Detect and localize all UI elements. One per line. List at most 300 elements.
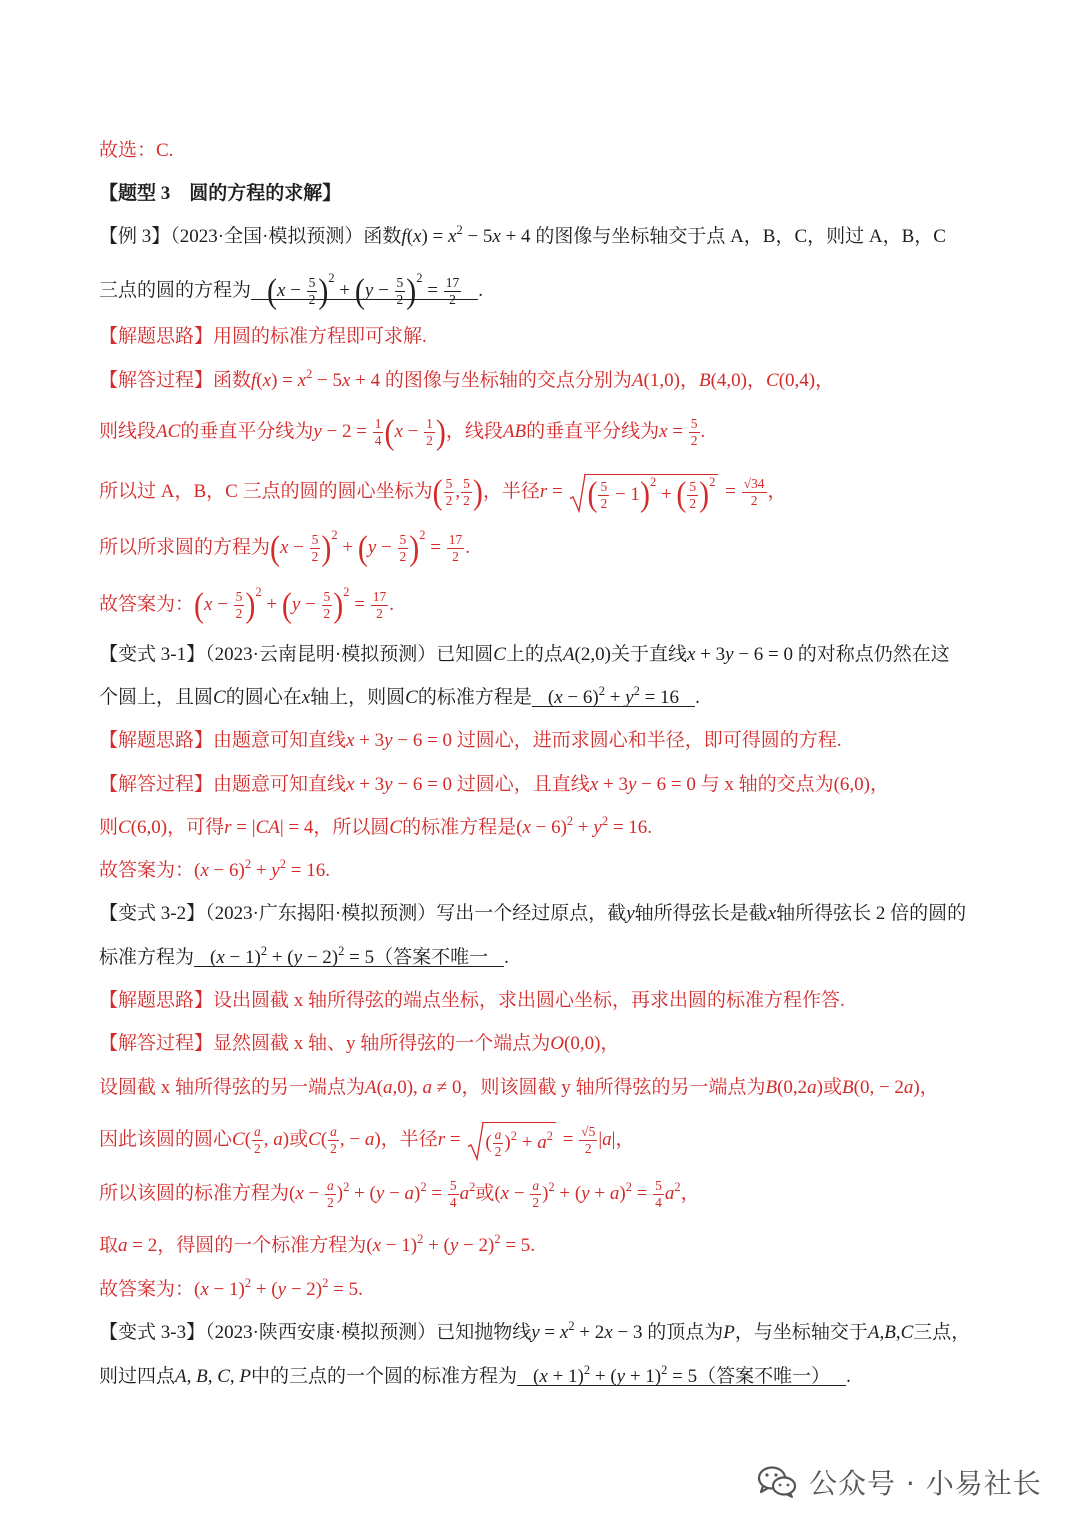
text-run: 或 xyxy=(289,1129,309,1150)
text-run: . xyxy=(478,280,484,301)
answer-blank xyxy=(532,684,695,708)
fraction-denominator: 4 xyxy=(655,1195,662,1211)
text-run: 则过四点 xyxy=(99,1366,176,1387)
math-run: B(0,2a) xyxy=(765,1077,823,1098)
superscript: 2 xyxy=(306,367,313,381)
math-run: , xyxy=(455,481,461,502)
superscript: 2 xyxy=(417,1232,424,1246)
fraction-denominator: 2 xyxy=(452,549,459,565)
text-run: 【变式 3-3】（2023·陕西安康·模拟预测）已知抛物线 xyxy=(99,1322,532,1343)
text-run: ，可得 xyxy=(167,817,225,838)
math-run: a = 2 xyxy=(118,1235,158,1256)
math-run: , − a) xyxy=(339,1129,381,1150)
big-paren: ( xyxy=(676,475,687,514)
superscript: 2 xyxy=(625,1180,632,1194)
fraction xyxy=(234,590,245,621)
math-run: B(0, − 2a) xyxy=(842,1077,920,1098)
math-run: + (y + a) xyxy=(554,1183,626,1204)
fraction-denominator: 2 xyxy=(494,1143,502,1159)
math-run: − 5x + 4 xyxy=(462,226,531,247)
fraction-denominator: 2 xyxy=(750,493,758,509)
fraction-denominator: 2 xyxy=(327,1195,334,1211)
big-paren: ( xyxy=(357,529,368,568)
math-run: y xyxy=(626,903,635,924)
math-run: a xyxy=(664,1183,675,1204)
example-3-solution-line-3 xyxy=(99,467,787,517)
superscript: 2 xyxy=(601,814,609,828)
superscript: 2 xyxy=(548,1180,555,1194)
fraction xyxy=(530,1179,541,1210)
fraction-numerator: 5 xyxy=(323,589,331,605)
fraction-numerator: 5 xyxy=(463,476,470,492)
text-run: ，与坐标轴交于 xyxy=(734,1322,868,1343)
math-run: x − xyxy=(394,421,424,442)
math-run: + y xyxy=(251,860,280,881)
text-run: 故答案为： xyxy=(99,860,195,881)
text-run: 的垂直平分线为 xyxy=(526,421,660,442)
math-run: = xyxy=(426,1183,447,1204)
text-run: 三点， xyxy=(913,1322,971,1343)
fraction-denominator: 2 xyxy=(584,1141,592,1157)
big-paren: ) xyxy=(318,272,329,311)
text-run: 关于直线 xyxy=(610,644,687,665)
math-run: + xyxy=(656,483,677,505)
superscript: 2 xyxy=(546,1128,553,1143)
math-run: C xyxy=(493,644,506,665)
math-run: A(2,0) xyxy=(562,644,611,665)
text-run: 轴所得弦长是截 xyxy=(634,903,768,924)
math-run: x xyxy=(767,903,777,924)
big-paren: ) xyxy=(699,475,710,514)
fraction-numerator: 5 xyxy=(399,532,407,548)
big-paren: ) xyxy=(639,475,650,514)
fraction-numerator: 17 xyxy=(445,275,460,291)
text-run: 所以该圆的标准方程为 xyxy=(99,1183,290,1204)
text-run: ， xyxy=(680,1183,700,1204)
math-run: r = xyxy=(539,481,568,502)
example-3-question-line-1 xyxy=(99,212,946,262)
fraction xyxy=(398,533,409,564)
math-run: (x − 6) xyxy=(516,817,567,838)
fraction-numerator: √34 xyxy=(743,476,765,492)
big-paren: ( xyxy=(384,413,395,452)
text-run: . xyxy=(358,1279,363,1300)
math-run: = xyxy=(422,280,443,301)
text-run: （答案不唯一） xyxy=(697,1366,831,1387)
fraction xyxy=(328,1125,339,1156)
fraction-numerator: 1 xyxy=(374,416,382,432)
math-run: = 16 xyxy=(639,687,680,708)
big-paren: ) xyxy=(409,529,420,568)
math-run: ( xyxy=(485,1131,492,1153)
superscript: 2 xyxy=(709,474,716,489)
fraction-denominator: 2 xyxy=(449,292,456,308)
math-run: x − xyxy=(277,280,306,301)
math-run: C xyxy=(213,687,226,708)
text-run: 则线段 xyxy=(99,421,157,442)
square-root xyxy=(467,1122,556,1160)
superscript: 2 xyxy=(456,223,463,237)
math-run: − 5x + 4 xyxy=(312,370,381,391)
fraction-denominator: 2 xyxy=(532,1195,540,1211)
text-run: . xyxy=(389,594,395,615)
example-3-question-line-2 xyxy=(99,266,483,316)
fraction xyxy=(371,590,389,621)
variant-3-2-solution-line-3 xyxy=(99,1115,634,1165)
text-run: ，半径 xyxy=(380,1129,438,1150)
fraction xyxy=(742,477,767,508)
text-run: 【解题思路】设出圆截 x 轴所得弦的端点坐标，求出圆心坐标，再求出圆的标准方程作答. xyxy=(99,990,845,1011)
text-run: ，半径 xyxy=(482,481,540,502)
text-run: 的垂直平分线为 xyxy=(180,421,314,442)
text-run: 的图像与坐标轴交于点 A，B，C，则过 A，B，C xyxy=(530,226,946,247)
fraction-denominator: 2 xyxy=(600,495,608,511)
math-run: f(x) = x xyxy=(251,370,307,391)
variant-3-1-solution-idea xyxy=(99,716,842,766)
superscript: 2 xyxy=(598,684,605,698)
fraction-denominator: 2 xyxy=(690,433,698,449)
superscript: 2 xyxy=(469,1180,476,1194)
superscript: 2 xyxy=(331,528,338,542)
text-run: （答案不唯一 xyxy=(374,947,489,968)
fraction-denominator: 2 xyxy=(376,606,383,622)
math-run: r = |CA| = 4 xyxy=(224,817,314,838)
superscript: 2 xyxy=(661,1363,668,1377)
fraction-numerator: 17 xyxy=(372,589,387,605)
superscript: 2 xyxy=(633,684,640,698)
big-paren: ) xyxy=(406,272,417,311)
fraction-numerator: a xyxy=(330,1124,337,1140)
text-run: 【例 3】（2023·全国·模拟预测）函数 xyxy=(99,226,402,247)
math-run: + (y − 2) xyxy=(423,1235,495,1256)
math-run: y − xyxy=(291,594,321,615)
text-run: 的图像与坐标轴的交点分别为 xyxy=(380,370,632,391)
math-run: O(0,0) xyxy=(550,1033,601,1054)
fraction-numerator: 5 xyxy=(396,275,404,291)
math-run: A,B,C xyxy=(867,1322,914,1343)
radicand xyxy=(482,1122,556,1160)
text-run: . xyxy=(846,1366,851,1387)
math-run: + (y + 1) xyxy=(590,1366,662,1387)
big-paren: ) xyxy=(321,529,332,568)
text-run: 【解题思路】用圆的标准方程即可求解. xyxy=(99,326,427,347)
math-run: x = xyxy=(659,421,688,442)
example-3-solution-line-1 xyxy=(99,356,834,406)
watermark-text: 公众号 · 小易社长 xyxy=(809,1467,1042,1500)
text-run: ，线段 xyxy=(445,421,503,442)
text-run: 所以过 A，B，C 三点的圆的圆心坐标为 xyxy=(99,481,433,502)
example-3-solution-idea xyxy=(99,312,427,362)
text-run: 设圆截 x 轴所得弦的另一端点为 xyxy=(99,1077,366,1098)
text-run: 中的三点的一个圆的标准方程为 xyxy=(251,1366,518,1387)
math-run: |a| xyxy=(598,1129,616,1150)
math-run: a xyxy=(459,1183,470,1204)
fraction xyxy=(653,1179,664,1210)
superscript: 2 xyxy=(343,585,350,599)
text-run: ， xyxy=(870,774,890,795)
math-run: = xyxy=(720,481,741,502)
big-paren: ) xyxy=(245,586,256,625)
text-run: . xyxy=(695,687,700,708)
math-run: = 16 xyxy=(285,860,326,881)
text-run: 的圆心在 xyxy=(225,687,302,708)
wechat-icon xyxy=(757,1465,797,1499)
math-run: + y xyxy=(573,817,602,838)
math-run: + xyxy=(337,537,358,558)
answer-blank xyxy=(517,1363,846,1387)
fraction-denominator: 2 xyxy=(311,549,319,565)
math-run: A(1,0) xyxy=(631,370,680,391)
fraction-denominator: 2 xyxy=(689,495,697,511)
math-run: = 5 xyxy=(667,1366,698,1387)
text-run: 过圆心，且直线 xyxy=(452,774,590,795)
fraction-numerator: 5 xyxy=(445,476,453,492)
variant-3-2-solution-line-5 xyxy=(99,1221,535,1271)
fraction-denominator: 2 xyxy=(396,292,404,308)
fraction-denominator: 2 xyxy=(308,292,316,308)
superscript: 2 xyxy=(510,1128,517,1143)
math-run: = xyxy=(631,1183,653,1204)
fraction-numerator: 5 xyxy=(449,1178,457,1194)
math-run: = 5 xyxy=(344,947,375,968)
math-run: y − 2 = xyxy=(313,421,372,442)
superscript: 2 xyxy=(583,1363,591,1377)
text-run: 与 x 轴的交点为 xyxy=(695,774,834,795)
radical-sign-icon xyxy=(467,1122,483,1160)
superscript: 2 xyxy=(244,857,252,871)
big-paren: ( xyxy=(267,272,278,311)
text-run: . xyxy=(504,947,509,968)
math-run: = 5 xyxy=(500,1235,531,1256)
fraction-denominator: 2 xyxy=(463,493,470,509)
example-3-solution-line-4 xyxy=(99,523,470,573)
superscript: 2 xyxy=(649,474,657,489)
superscript: 2 xyxy=(260,944,268,958)
variant-3-2-solution-line-4 xyxy=(99,1169,700,1219)
fraction xyxy=(373,417,384,448)
math-run: x − xyxy=(280,537,309,558)
text-run: ， xyxy=(679,370,699,391)
math-run: + 2x − 3 xyxy=(574,1322,643,1343)
text-run: ，则该圆截 y 轴所得弦的另一端点为 xyxy=(461,1077,766,1098)
fraction xyxy=(448,1179,459,1210)
math-run: + xyxy=(334,280,355,301)
text-run: ，得圆的一个标准方程为 xyxy=(157,1235,367,1256)
text-run: ， xyxy=(615,1129,635,1150)
radical-sign-icon xyxy=(569,474,585,512)
superscript: 2 xyxy=(419,528,426,542)
math-run: C( xyxy=(232,1129,252,1150)
big-paren: ( xyxy=(281,586,292,625)
math-run: ) xyxy=(336,1183,344,1204)
text-run: 【变式 3-1】（2023·云南昆明·模拟预测）已知圆 xyxy=(99,644,494,665)
text-run: 的对称点仍然在这 xyxy=(793,644,950,665)
answer-blank xyxy=(194,944,504,968)
variant-3-3-question-line-2 xyxy=(99,1352,851,1402)
superscript: 2 xyxy=(244,1276,252,1290)
fraction xyxy=(447,533,465,564)
math-run: x + 3y − 6 = 0 xyxy=(686,644,793,665)
variant-3-2-solution-line-2 xyxy=(99,1063,939,1113)
fraction xyxy=(307,276,318,307)
math-run: + (y − 2) xyxy=(251,1279,323,1300)
text-run: 或 xyxy=(823,1077,843,1098)
math-run: = 16 xyxy=(608,817,648,838)
text-run: . xyxy=(465,537,471,558)
math-run: y − xyxy=(364,280,394,301)
text-run: ， xyxy=(746,370,766,391)
text-run: ，所以圆 xyxy=(313,817,390,838)
fraction-numerator: 17 xyxy=(448,532,463,548)
superscript: 2 xyxy=(343,1180,350,1194)
text-run: . xyxy=(325,860,330,881)
text-run: 所以所求圆的方程为 xyxy=(99,537,271,558)
text-run: . xyxy=(647,817,653,838)
math-run: = xyxy=(425,537,446,558)
math-run: B(4,0) xyxy=(698,370,747,391)
text-run: . xyxy=(530,1235,536,1256)
fraction-denominator: 2 xyxy=(445,493,453,509)
variant-3-3-question-line-1 xyxy=(99,1308,970,1358)
fraction-numerator: a xyxy=(327,1178,334,1194)
math-run: = xyxy=(349,594,370,615)
superscript: 2 xyxy=(279,857,286,871)
math-run: − 1 xyxy=(610,483,640,505)
math-run: (x − 6) xyxy=(547,687,599,708)
text-run: 的标准方程是 xyxy=(402,817,517,838)
fraction xyxy=(395,276,406,307)
text-run: 上的点 xyxy=(505,644,563,665)
text-run: ， xyxy=(767,481,787,502)
fraction xyxy=(444,276,462,307)
superscript: 2 xyxy=(328,271,335,285)
text-run: 故答案为： xyxy=(99,1279,195,1300)
big-paren: ( xyxy=(270,529,281,568)
math-run: ) xyxy=(542,1183,549,1204)
math-run: C(0,4) xyxy=(766,370,816,391)
text-run: 轴上，则圆 xyxy=(310,687,406,708)
math-run: C xyxy=(405,687,418,708)
math-run: y − xyxy=(367,537,397,558)
superscript: 2 xyxy=(566,814,574,828)
fraction-numerator: 5 xyxy=(690,416,698,432)
math-run: C(6,0) xyxy=(118,817,168,838)
big-paren: ( xyxy=(432,473,443,512)
watermark xyxy=(757,1460,1042,1504)
text-run: 轴所得弦长 2 倍的圆的 xyxy=(776,903,967,924)
text-run: ， xyxy=(600,1033,620,1054)
variant-3-2-question-line-1 xyxy=(99,889,966,939)
math-run: (x − 6) xyxy=(194,860,245,881)
fraction-numerator: 5 xyxy=(689,478,697,494)
superscript: 2 xyxy=(674,1180,681,1194)
math-run: C xyxy=(389,817,403,838)
text-run: 标准方程为 xyxy=(99,947,195,968)
square-root xyxy=(569,474,718,512)
math-run: (x − 1) xyxy=(210,947,261,968)
text-run: 【解答过程】显然圆截 x 轴、y 轴所得弦的一个端点为 xyxy=(99,1033,551,1054)
math-run: (x + 1) xyxy=(533,1366,584,1387)
text-run: 【解答过程】由题意可知直线 xyxy=(99,774,347,795)
variant-3-2-solution-line-1 xyxy=(99,1019,619,1069)
math-run: (x − xyxy=(494,1183,530,1204)
math-run: (x − xyxy=(289,1183,324,1204)
math-run: P xyxy=(723,1322,735,1343)
text-run: 因此该圆的圆心 xyxy=(99,1129,233,1150)
math-run: r = xyxy=(437,1129,466,1150)
big-paren: ) xyxy=(435,413,446,452)
math-run: ) xyxy=(504,1131,511,1153)
fraction xyxy=(687,480,698,511)
fraction-numerator: a xyxy=(494,1126,502,1142)
math-run: , a) xyxy=(263,1129,290,1150)
superscript: 2 xyxy=(416,271,423,285)
text-run: 的顶点为 xyxy=(642,1322,724,1343)
fraction-numerator: 5 xyxy=(235,589,243,605)
math-run: x + 3y − 6 = 0 xyxy=(346,774,453,795)
math-run: x + 3y − 6 = 0 xyxy=(346,730,453,751)
math-run: = 5 xyxy=(328,1279,359,1300)
superscript: 2 xyxy=(420,1180,427,1194)
math-run: + (y − a) xyxy=(349,1183,421,1204)
radicand xyxy=(584,474,718,512)
text-run: 【变式 3-2】（2023·广东揭阳·模拟预测）写出一个经过原点，截 xyxy=(99,903,627,924)
example-3-final-answer xyxy=(99,580,394,630)
math-run: + y xyxy=(604,687,634,708)
big-paren: ) xyxy=(472,473,483,512)
big-paren: ( xyxy=(194,586,205,625)
math-run: + (y − 2) xyxy=(267,947,339,968)
fraction-numerator: 1 xyxy=(426,416,433,432)
math-run: + xyxy=(261,594,282,615)
text-run: 故答案为： xyxy=(99,594,195,615)
text-run: 【题型 3 圆的方程的求解】 xyxy=(99,183,342,204)
math-run: AC xyxy=(156,421,181,442)
text-run: . xyxy=(700,421,706,442)
text-run: 故选：C. xyxy=(99,140,174,161)
math-run: y = x xyxy=(531,1322,569,1343)
fraction-numerator: 5 xyxy=(311,532,319,548)
math-run: (x − 1) xyxy=(366,1235,418,1256)
text-run: 【解答过程】函数 xyxy=(99,370,252,391)
fraction-denominator: 2 xyxy=(426,433,433,449)
fraction-numerator: a xyxy=(254,1124,261,1140)
math-run: x xyxy=(301,687,311,708)
fraction-denominator: 2 xyxy=(254,1141,261,1157)
math-run: + a xyxy=(516,1131,547,1153)
fraction-denominator: 2 xyxy=(323,606,331,622)
text-run: ， xyxy=(815,370,835,391)
superscript: 2 xyxy=(494,1232,501,1246)
fraction-numerator: 5 xyxy=(655,1178,662,1194)
answer-blank xyxy=(251,271,478,311)
math-run: (x − 1) xyxy=(194,1279,245,1300)
text-run: 个圆上，且圆 xyxy=(99,687,214,708)
text-run: 过圆心，进而求圆心和半径，即可得圆的方程. xyxy=(452,730,842,751)
math-run: A, B, C, P xyxy=(175,1366,252,1387)
fraction-numerator: 5 xyxy=(308,275,316,291)
math-run: f(x) = x xyxy=(401,226,457,247)
example-3-solution-line-2 xyxy=(99,407,705,457)
superscript: 2 xyxy=(322,1276,329,1290)
fraction-denominator: 4 xyxy=(449,1195,457,1211)
fraction-denominator: 4 xyxy=(374,433,382,449)
fraction-numerator: 5 xyxy=(600,478,608,494)
superscript: 2 xyxy=(255,585,262,599)
superscript: 2 xyxy=(338,944,345,958)
fraction-numerator: a xyxy=(532,1178,540,1194)
text-run: 【解题思路】由题意可知直线 xyxy=(99,730,347,751)
